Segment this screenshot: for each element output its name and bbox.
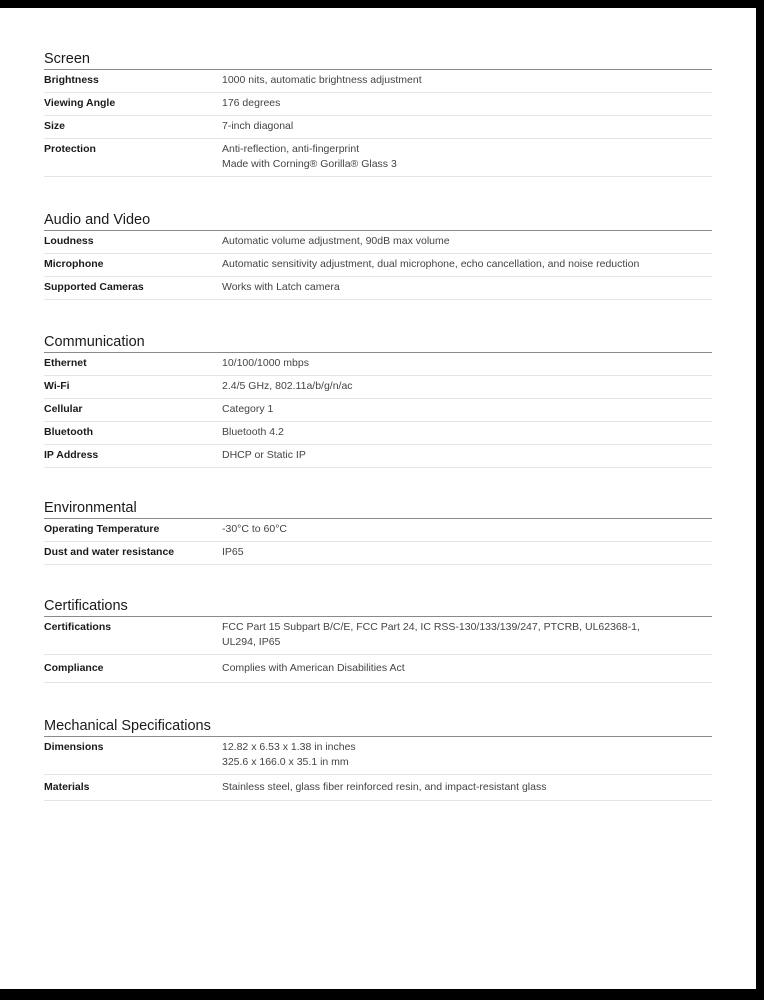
spec-value-line: FCC Part 15 Subpart B/C/E, FCC Part 24, IC RSS-130/133/139/247, PTCRB, UL62368-1, [222,621,640,633]
spec-value-line: -30°C to 60°C [222,523,288,535]
spec-value-line: 1000 nits, automatic brightness adjustment [222,74,422,86]
spec-label: Cellular [44,403,83,415]
section-audio-video [44,210,712,300]
spec-value-line: 2.4/5 GHz, 802.11a/b/g/n/ac [222,380,353,392]
spec-value [222,379,712,394]
spec-value [222,425,712,440]
spec-row-dust-water-resistance [44,542,712,565]
spec-value [222,620,712,650]
spec-value [222,234,712,249]
spec-value-line: 176 degrees [222,97,281,109]
spec-value-line: Automatic sensitivity adjustment, dual microphone, echo cancellation, and noise reduction [222,258,640,270]
spec-row-brightness [44,70,712,93]
spec-row-ip-address [44,445,712,468]
section-certifications [44,596,712,683]
spec-row-materials [44,775,712,801]
spec-value [222,356,712,371]
spec-row-loudness [44,231,712,254]
spec-value-line: Complies with American Disabilities Act [222,662,405,674]
section-title: Audio and Video [44,210,712,231]
spec-value [222,96,712,111]
spec-label: Protection [44,143,96,155]
spec-value [222,119,712,134]
section-title: Mechanical Specifications [44,716,712,737]
spec-value [222,545,712,560]
spec-value-line: IP65 [222,546,244,558]
spec-row-bluetooth [44,422,712,445]
spec-sheet-page [0,8,756,989]
spec-row-wifi [44,376,712,399]
spec-row-certifications [44,617,712,655]
spec-label: Certifications [44,621,112,633]
spec-value [222,280,712,295]
spec-value-line: Made with Corning® Gorilla® Glass 3 [222,158,397,170]
spec-row-ethernet [44,353,712,376]
spec-label: Size [44,120,66,132]
section-title: Certifications [44,596,712,617]
section-communication [44,332,712,468]
spec-label: Compliance [44,662,104,674]
section-environmental [44,498,712,565]
spec-value-line: Automatic volume adjustment, 90dB max volume [222,235,450,247]
spec-label: Microphone [44,258,104,270]
spec-label: IP Address [44,449,99,461]
spec-value [222,661,712,676]
spec-label: Bluetooth [44,426,93,438]
spec-row-protection [44,139,712,177]
spec-label: Dimensions [44,741,104,753]
spec-value [222,142,712,172]
spec-row-size [44,116,712,139]
section-title: Environmental [44,498,712,519]
spec-value-line: Bluetooth 4.2 [222,426,284,438]
spec-label: Viewing Angle [44,97,116,109]
spec-row-viewing-angle [44,93,712,116]
spec-row-microphone [44,254,712,277]
spec-label: Supported Cameras [44,281,144,293]
spec-value-line: 10/100/1000 mbps [222,357,309,369]
section-title: Communication [44,332,712,353]
spec-value-line: 12.82 x 6.53 x 1.38 in inches [222,741,356,753]
spec-value-line: Works with Latch camera [222,281,340,293]
spec-label: Loudness [44,235,94,247]
spec-value-line: 7-inch diagonal [222,120,294,132]
spec-row-dimensions [44,737,712,775]
spec-value [222,522,712,537]
spec-value [222,73,712,88]
spec-value-line: UL294, IP65 [222,636,281,648]
spec-label: Dust and water resistance [44,546,175,558]
spec-label: Brightness [44,74,99,86]
section-mechanical [44,716,712,801]
section-screen [44,49,712,177]
spec-value-line: Stainless steel, glass fiber reinforced resin, and impact-resistant glass [222,781,547,793]
spec-label: Materials [44,781,90,793]
spec-value-line: Category 1 [222,403,274,415]
spec-label: Ethernet [44,357,87,369]
spec-value [222,257,712,272]
spec-value [222,740,712,770]
spec-value-line: Anti-reflection, anti-fingerprint [222,143,360,155]
spec-row-cellular [44,399,712,422]
spec-value [222,402,712,417]
section-title: Screen [44,49,712,70]
spec-row-operating-temperature [44,519,712,542]
spec-value-line: DHCP or Static IP [222,449,306,461]
spec-label: Operating Temperature [44,523,160,535]
spec-value [222,780,712,795]
spec-value-line: 325.6 x 166.0 x 35.1 in mm [222,756,349,768]
spec-value [222,448,712,463]
spec-row-compliance [44,655,712,683]
spec-label: Wi-Fi [44,380,70,392]
spec-row-supported-cameras [44,277,712,300]
